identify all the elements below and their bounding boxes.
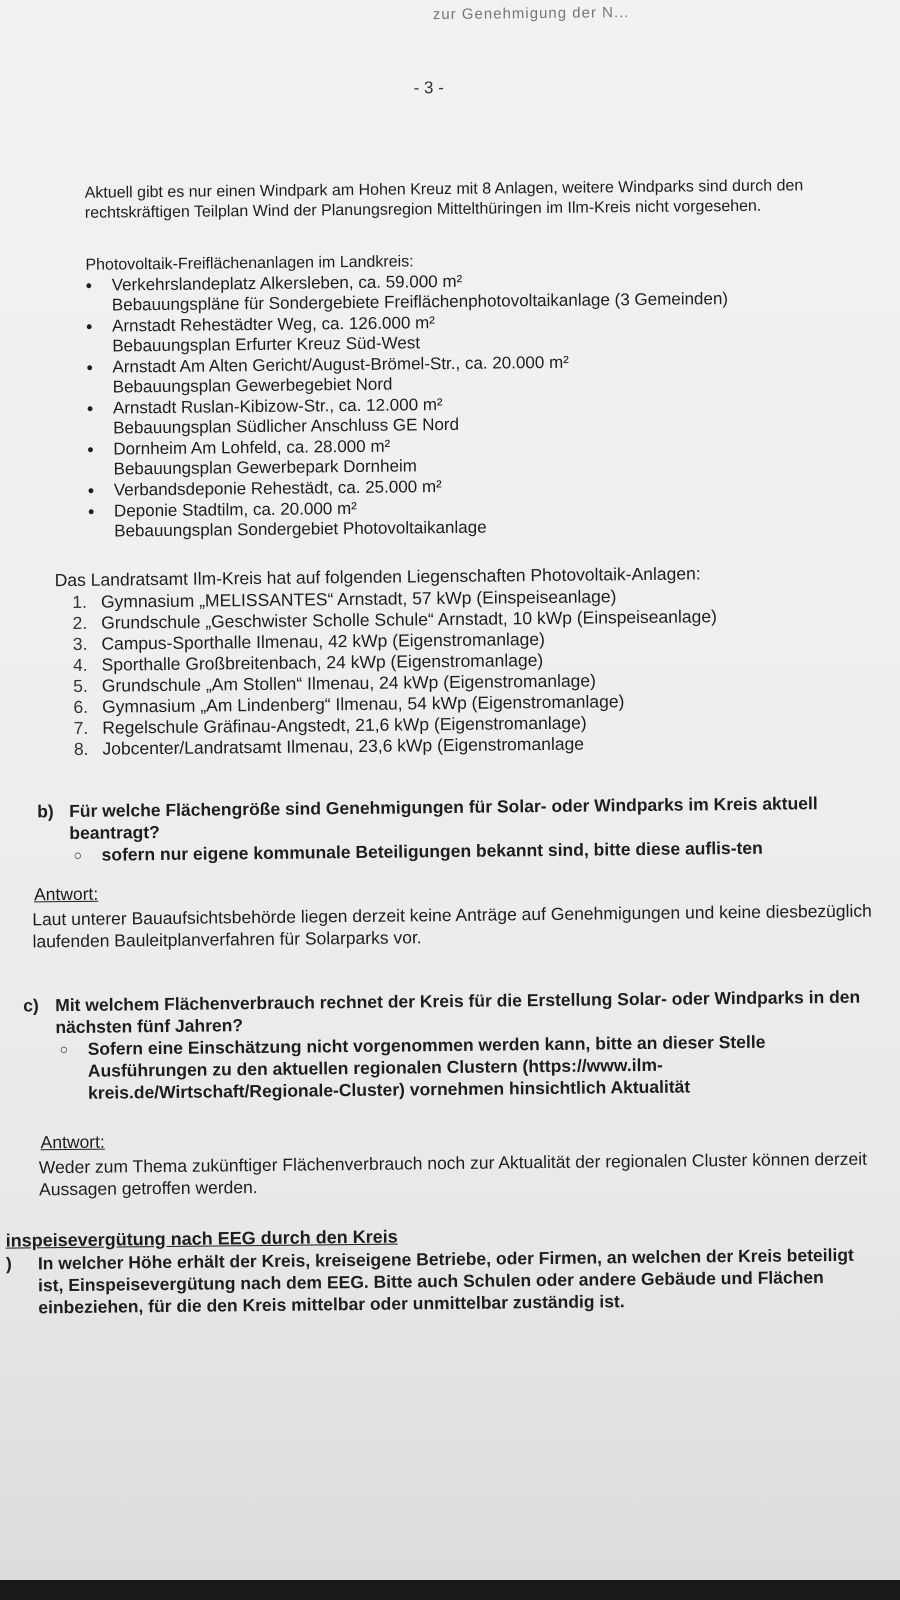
pv-item-main: Dornheim Am Lohfeld, ca. 28.000 m²	[113, 436, 391, 459]
pv-list-item	[82, 494, 842, 542]
question-subitem: ○ sofern nur eigene kommunale Beteiligungen bekannt sind, bitte diese auflis-ten	[69, 836, 867, 866]
question-letter: )	[5, 1253, 12, 1274]
lra-item-number: 8.	[73, 738, 89, 759]
lra-item-text: Campus-Sporthalle Ilmenau, 42 kWp (Eigenstromanlage)	[101, 629, 546, 654]
pv-item-main: Arnstadt Ruslan-Kibizow-Str., ca. 12.000 m²	[112, 395, 443, 418]
lra-list	[51, 584, 853, 760]
pv-list-title: Photovoltaik-Freiflächenanlagen im Landkreis:	[85, 253, 414, 274]
lra-item-text: Gymnasium „Am Lindenberg“ Ilmenau, 54 kWp (Eigenstromanlage)	[101, 691, 625, 717]
pv-list-item	[80, 268, 840, 316]
answer-text: Laut unterer Bauaufsichtsbehörde liegen derzeit keine Anträge auf Genehmigungen und keine diesbezüglich laufenden Bauleitplanverfahren für Solarparks vor.	[32, 900, 872, 952]
question-text: In welcher Höhe erhält der Kreis, kreiseigene Betriebe, oder Firmen, an welchen der Kreis beteiligt ist, Einspeisevergütung nach dem EEG. Bitte auch Schulen oder andere Gebäude und Flächen einbeziehen, für die den Kreis mittelbar oder unmittelbar zuständig ist.	[37, 1244, 854, 1318]
question-b	[37, 792, 868, 867]
lra-item-text: Grundschule „Geschwister Scholle Schule“ Arnstadt, 10 kWp (Einspeiseanlage)	[101, 606, 717, 633]
question-c	[23, 986, 874, 1105]
question-a	[6, 1244, 883, 1319]
pv-item-sub: Bebauungsplan Gewerbepark Dornheim	[113, 456, 418, 479]
pv-item-sub: Bebauungsplan Gewerbegebiet Nord	[112, 374, 393, 397]
lra-item-number: 2.	[72, 612, 88, 633]
intro-paragraph: Aktuell gibt es nur einen Windpark am Hohen Kreuz mit 8 Anlagen, weitere Windparks sind durch den rechtskräftigen Teilplan Wind der Planungsregion Mittelthüringen im Ilm-Kreis nicht vorgesehen.	[84, 177, 804, 222]
question-text: Mit welchem Flächenverbrauch rechnet der Kreis für die Erstellung Solar- oder Windparks in den nächsten fünf Jahren?	[55, 986, 861, 1038]
pv-list-item	[80, 350, 840, 398]
lra-item-number: 5.	[73, 675, 88, 696]
pv-list-item	[80, 309, 840, 357]
lra-item-number: 4.	[72, 654, 88, 675]
section-title: inspeisevergütung nach EEG durch den Kreis	[5, 1226, 398, 1251]
question-subitem: ○ Sofern eine Einschätzung nicht vorgenommen werden kann, bitte an dieser Stelle Ausführungen zu den aktuellen regionalen Clustern (https://www.ilm-kreis.de/Wirtschaft/Regionale-Cluster) vornehmen hinsichtlich Aktualität	[56, 1030, 875, 1105]
lra-item-text: Sporthalle Großbreitenbach, 24 kWp (Eigenstromanlage)	[101, 650, 544, 675]
answer-label: Antwort:	[33, 883, 99, 905]
pv-item-sub: Bebauungsplan Sondergebiet Photovoltaikanlage	[114, 517, 487, 541]
question-letter: b)	[37, 801, 54, 822]
pv-item-sub: Bebauungsplan Südlicher Anschluss GE Nord	[113, 414, 460, 438]
lra-list-title: Das Landratsamt Ilm-Kreis hat auf folgenden Liegenschaften Photovoltaik-Anlagen:	[54, 563, 701, 591]
question-letter: c)	[23, 995, 39, 1016]
pv-item-sub: Bebauungspläne für Sondergebiete Freiflächenphotovoltaikanlage (3 Gemeinden)	[111, 289, 729, 315]
lra-item-text: Grundschule „Am Stollen“ Ilmenau, 24 kWp (Eigenstromanlage)	[101, 670, 597, 696]
lra-item-text: Gymnasium „MELISSANTES“ Arnstadt, 57 kWp (Einspeiseanlage)	[100, 586, 617, 612]
lra-item-text: Regelschule Gräfinau-Angstedt, 21,6 kWp (Eigenstromanlage)	[102, 712, 587, 738]
table-surface	[0, 1580, 900, 1600]
pv-list-item	[81, 432, 841, 480]
pv-item-main: Verkehrslandeplatz Alkersleben, ca. 59.000 m²	[111, 271, 463, 295]
pv-item-main: Verbandsdeponie Rehestädt, ca. 25.000 m²	[113, 477, 442, 500]
lra-item-text: Jobcenter/Landratsamt Ilmenau, 23,6 kWp (Eigenstromanlage	[102, 733, 585, 759]
answer-text: Weder zum Thema zukünftiger Flächenverbrauch noch zur Aktualität der regionalen Cluster können derzeit Aussagen getroffen werden.	[38, 1148, 868, 1200]
pv-list-item	[81, 391, 841, 439]
question-text: Für welche Flächengröße sind Genehmigungen für Solar- oder Windparks im Kreis aktuell beantragt?	[69, 793, 818, 843]
answer-label: Antwort:	[40, 1131, 105, 1153]
lra-item-number: 1.	[72, 591, 88, 612]
pv-item-main: Arnstadt Am Alten Gericht/August-Brömel-Str., ca. 20.000 m²	[112, 352, 569, 377]
lra-item-number: 6.	[73, 696, 89, 717]
pv-item-main: Arnstadt Rehestädter Weg, ca. 126.000 m²	[111, 313, 436, 336]
pv-item-sub: Bebauungsplan Erfurter Kreuz Süd-West	[112, 333, 421, 356]
lra-item-number: 7.	[73, 717, 89, 738]
pv-item-main: Deponie Stadtilm, ca. 20.000 m²	[113, 498, 357, 521]
page-number: - 3 -	[413, 78, 444, 98]
lra-item-number: 3.	[72, 633, 88, 654]
header-fragment: zur Genehmigung der N...	[432, 4, 630, 24]
pv-list	[80, 268, 843, 543]
